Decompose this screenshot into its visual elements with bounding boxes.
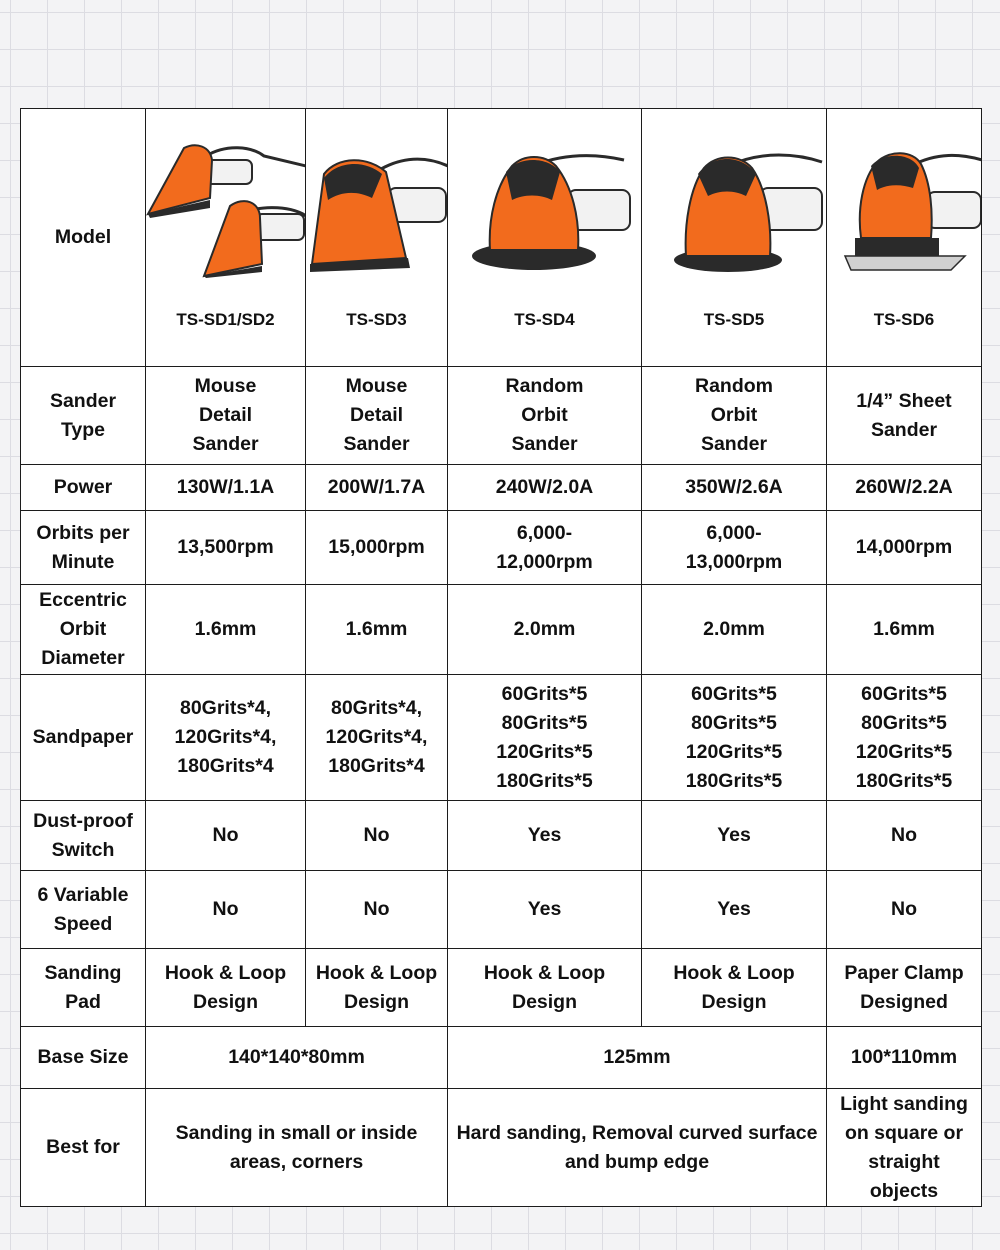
product-image-ts-sd6 [827, 138, 981, 278]
row-label-type: Sander Type [21, 367, 146, 465]
cell-pad: Hook & Loop Design [448, 949, 642, 1027]
cell-opm: 13,500rpm [146, 511, 306, 585]
cell-opm: 6,000- 12,000rpm [448, 511, 642, 585]
model-name: TS-SD3 [346, 310, 407, 329]
cell-type: Random Orbit Sander [448, 367, 642, 465]
cell-sandpaper: 60Grits*5 80Grits*5 120Grits*5 180Grits*5 [448, 675, 642, 801]
cell-pad: Hook & Loop Design [306, 949, 448, 1027]
row-label-orbit: Eccentric Orbit Diameter [21, 585, 146, 675]
cell-dust: Yes [448, 801, 642, 871]
row-label-opm: Orbits per Minute [21, 511, 146, 585]
cell-orbit: 1.6mm [306, 585, 448, 675]
row-orbit [21, 585, 982, 675]
cell-power: 130W/1.1A [146, 465, 306, 511]
cell-power: 260W/2.2A [827, 465, 982, 511]
product-image-ts-sd1-sd2 [146, 138, 305, 278]
cell-type: 1/4” Sheet Sander [827, 367, 982, 465]
cell-speed: Yes [642, 871, 827, 949]
product-image-ts-sd4 [448, 138, 641, 278]
row-model [21, 109, 982, 367]
orbit-sander-icon [448, 138, 641, 278]
row-sandpaper [21, 675, 982, 801]
row-pad [21, 949, 982, 1027]
cell-type: Random Orbit Sander [642, 367, 827, 465]
cell-orbit: 2.0mm [642, 585, 827, 675]
cell-speed: No [146, 871, 306, 949]
cell-base-sheet: 100*110mm [827, 1027, 982, 1089]
cell-dust: No [146, 801, 306, 871]
orbit-sander-icon [642, 138, 826, 278]
row-opm [21, 511, 982, 585]
product-image-ts-sd5 [642, 138, 826, 278]
row-label-sandpaper: Sandpaper [21, 675, 146, 801]
row-label-model: Model [21, 109, 146, 367]
cell-base-mouse: 140*140*80mm [146, 1027, 448, 1089]
cell-type: Mouse Detail Sander [146, 367, 306, 465]
cell-pad: Paper Clamp Designed [827, 949, 982, 1027]
cell-orbit: 1.6mm [146, 585, 306, 675]
mouse-sander-icon [146, 138, 305, 278]
cell-dust: No [306, 801, 448, 871]
row-power [21, 465, 982, 511]
cell-sandpaper: 60Grits*5 80Grits*5 120Grits*5 180Grits*5 [642, 675, 827, 801]
row-label-dust: Dust-proof Switch [21, 801, 146, 871]
cell-power: 200W/1.7A [306, 465, 448, 511]
cell-pad: Hook & Loop Design [146, 949, 306, 1027]
model-name: TS-SD4 [514, 310, 575, 329]
model-cell-ts-sd4 [448, 109, 642, 367]
cell-power: 350W/2.6A [642, 465, 827, 511]
cell-dust: No [827, 801, 982, 871]
sheet-sander-icon [827, 138, 981, 278]
cell-speed: No [827, 871, 982, 949]
model-cell-ts-sd6 [827, 109, 982, 367]
cell-power: 240W/2.0A [448, 465, 642, 511]
cell-orbit: 1.6mm [827, 585, 982, 675]
cell-opm: 14,000rpm [827, 511, 982, 585]
cell-base-orbit: 125mm [448, 1027, 827, 1089]
product-image-ts-sd3 [306, 138, 447, 278]
cell-sandpaper: 80Grits*4, 120Grits*4, 180Grits*4 [306, 675, 448, 801]
cell-pad: Hook & Loop Design [642, 949, 827, 1027]
cell-opm: 6,000- 13,000rpm [642, 511, 827, 585]
row-best [21, 1089, 982, 1207]
model-name: TS-SD1/SD2 [176, 310, 275, 329]
cell-speed: Yes [448, 871, 642, 949]
cell-orbit: 2.0mm [448, 585, 642, 675]
row-label-pad: Sanding Pad [21, 949, 146, 1027]
row-label-power: Power [21, 465, 146, 511]
row-label-best: Best for [21, 1089, 146, 1207]
row-type [21, 367, 982, 465]
cell-type: Mouse Detail Sander [306, 367, 448, 465]
row-label-base: Base Size [21, 1027, 146, 1089]
model-name: TS-SD5 [703, 310, 765, 329]
cell-best-mouse: Sanding in small or inside areas, corners [146, 1089, 448, 1207]
cell-best-sheet: Light sanding on square or straight objects [827, 1089, 982, 1207]
row-base [21, 1027, 982, 1089]
cell-sandpaper: 60Grits*5 80Grits*5 120Grits*5 180Grits*5 [827, 675, 982, 801]
row-dust [21, 801, 982, 871]
model-cell-ts-sd3 [306, 109, 448, 367]
model-name: TS-SD6 [873, 310, 935, 329]
mouse-sander-icon [306, 138, 447, 278]
cell-dust: Yes [642, 801, 827, 871]
cell-best-orbit: Hard sanding, Removal curved surface and bump edge [448, 1089, 827, 1207]
model-cell-ts-sd5 [642, 109, 827, 367]
comparison-table [20, 108, 982, 1207]
row-speed [21, 871, 982, 949]
row-label-speed: 6 Variable Speed [21, 871, 146, 949]
model-cell-ts-sd1-sd2 [146, 109, 306, 367]
cell-sandpaper: 80Grits*4, 120Grits*4, 180Grits*4 [146, 675, 306, 801]
cell-opm: 15,000rpm [306, 511, 448, 585]
cell-speed: No [306, 871, 448, 949]
